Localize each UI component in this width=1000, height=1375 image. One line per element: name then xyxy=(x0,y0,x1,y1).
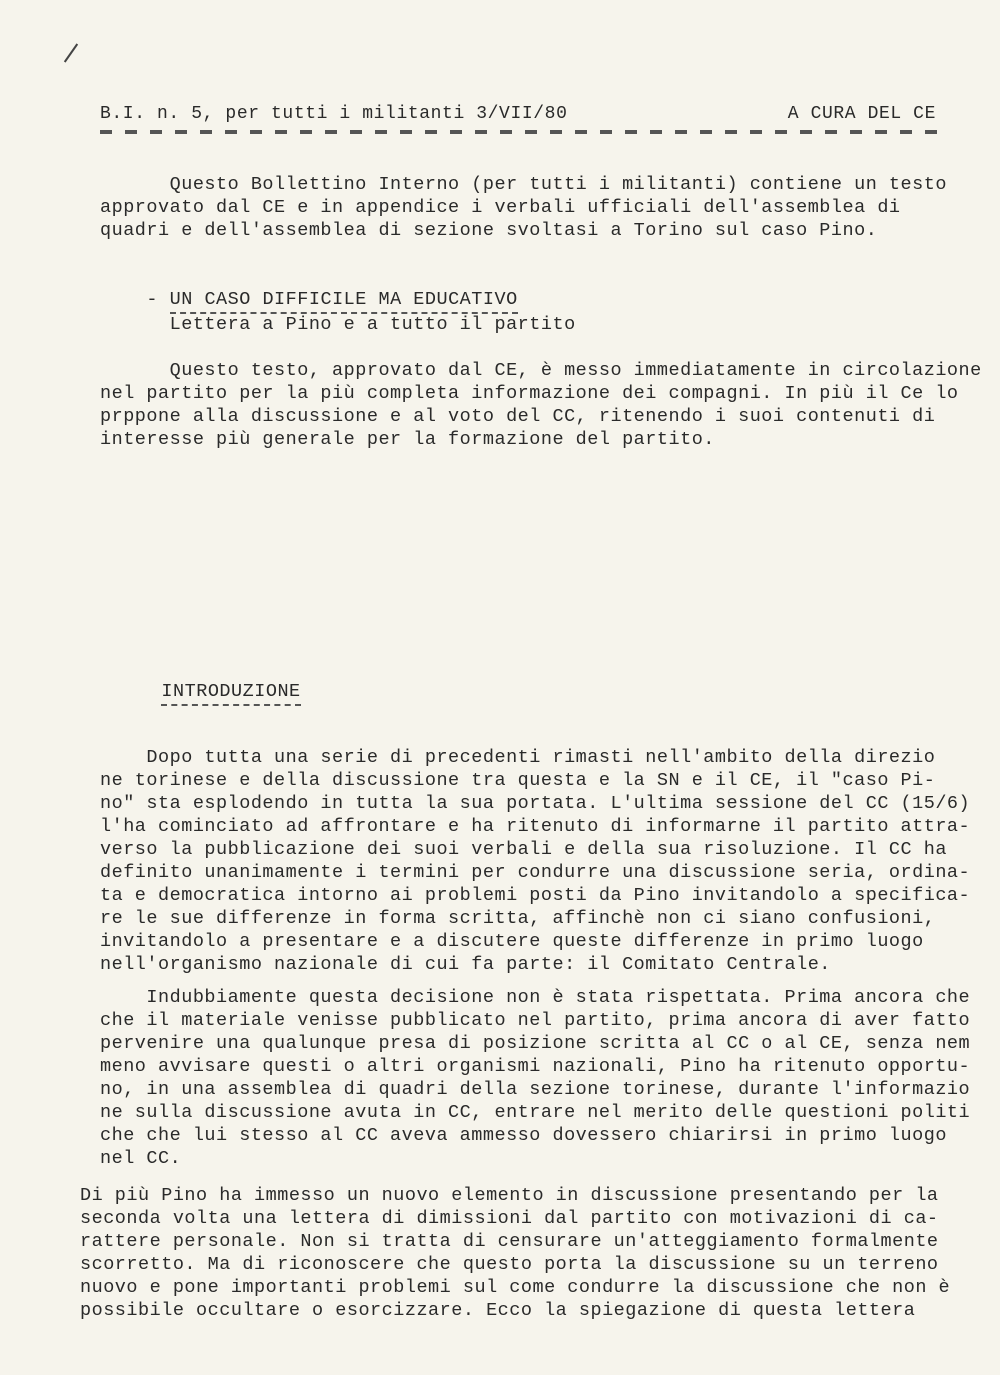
text-line: scorretto. Ma di riconoscere che questo porta la discussione su un terreno xyxy=(80,1254,939,1275)
text-line: invitandolo a presentare e a discutere queste differenze in primo luogo xyxy=(100,931,924,952)
section-title-text: UN CASO DIFFICILE MA EDUCATIVO xyxy=(170,289,518,314)
body-paragraph-2 xyxy=(100,986,970,1170)
letter-heading xyxy=(100,313,576,336)
text-line: nell'organismo nazionale di cui fa parte: il Comitato Centrale. xyxy=(100,954,831,975)
text-line: nel partito per la più completa informazione dei compagni. In più il Ce lo xyxy=(100,383,959,404)
text-line: ne sulla discussione avuta in CC, entrare nel merito delle questioni politi xyxy=(100,1102,971,1123)
text-line: verso la pubblicazione dei suoi verbali e della sua risoluzione. Il CC ha xyxy=(100,839,947,860)
section-title-text: INTRODUZIONE xyxy=(161,681,300,706)
text-line: interesse più generale per la formazione del partito. xyxy=(100,429,715,450)
text-line: meno avvisare questi o altri organismi nazionali, Pino ha ritenuto opportu- xyxy=(100,1056,971,1077)
body-paragraph-3 xyxy=(80,1184,950,1322)
text-line: possibile occultare o esorcizzare. Ecco la spiegazione di questa lettera xyxy=(80,1300,916,1321)
text-line: Di più Pino ha immesso un nuovo elemento in discussione presentando per la xyxy=(80,1185,939,1206)
body-paragraph-1 xyxy=(100,746,970,976)
text-line: no" sta esplodendo in tutta la sua portata. L'ultima sessione del CC (15/6) xyxy=(100,793,971,814)
text-line: nel CC. xyxy=(100,1148,182,1169)
letter-heading-text: Lettera a Pino e a tutto il partito xyxy=(100,314,576,335)
text-line: Indubbiamente questa decisione non è stata rispettata. Prima ancora che xyxy=(100,987,971,1008)
text-line: Dopo tutta una serie di precedenti rimasti nell'ambito della direzio xyxy=(100,747,936,768)
editor-credit: A CURA DEL CE xyxy=(787,104,936,124)
approval-paragraph xyxy=(100,359,982,451)
text-line: rattere personale. Non si tratta di censurare un'atteggiamento formalmente xyxy=(80,1231,939,1252)
text-line: seconda volta una lettera di dimissioni dal partito con motivazioni di ca- xyxy=(80,1208,939,1229)
text-line: ne torinese e della discussione tra questa e la SN e il CE, il "caso Pi- xyxy=(100,770,936,791)
text-line: quadri e dell'assemblea di sezione svoltasi a Torino sul caso Pino. xyxy=(100,220,878,241)
section-prefix: - xyxy=(146,289,170,310)
bulletin-reference: B.I. n. 5, per tutti i militanti 3/VII/80 xyxy=(100,104,568,124)
text-line: nuovo e pone importanti problemi sul come condurre la discussione che non è xyxy=(80,1277,951,1298)
pen-mark xyxy=(64,43,78,62)
document-header xyxy=(100,100,940,130)
intro-paragraph xyxy=(100,173,947,242)
text-line: prppone alla discussione e al voto del CC, ritenendo i suoi contenuti di xyxy=(100,406,936,427)
text-line: definito unanimamente i termini per condurre una discussione seria, ordina- xyxy=(100,862,971,883)
text-line: l'ha cominciato ad affrontare e ha ritenuto di informarne il partito attra- xyxy=(100,816,971,837)
text-line: no, in una assemblea di quadri della sezione torinese, durante l'informazio xyxy=(100,1079,971,1100)
header-dashed-rule xyxy=(100,130,940,134)
text-line: che il materiale venisse pubblicato nel partito, prima ancora di aver fatto xyxy=(100,1010,971,1031)
text-line: ta e democratica intorno ai problemi posti da Pino invitandolo a specifica- xyxy=(100,885,971,906)
text-line: che che lui stesso al CC aveva ammesso dovessero chiarirsi in primo luogo xyxy=(100,1125,947,1146)
section-title-introduzione xyxy=(115,660,301,723)
text-line: re le sue differenze in forma scritta, affinchè non ci siano confusioni, xyxy=(100,908,936,929)
text-line: approvato dal CE e in appendice i verbali ufficiali dell'assemblea di xyxy=(100,197,901,218)
text-line: Questo testo, approvato dal CE, è messo immediatamente in circolazione xyxy=(100,360,982,381)
text-line: Questo Bollettino Interno (per tutti i militanti) contiene un testo xyxy=(100,174,947,195)
text-line: pervenire una qualunque presa di posizione scritta al CC o al CE, senza nem xyxy=(100,1033,971,1054)
